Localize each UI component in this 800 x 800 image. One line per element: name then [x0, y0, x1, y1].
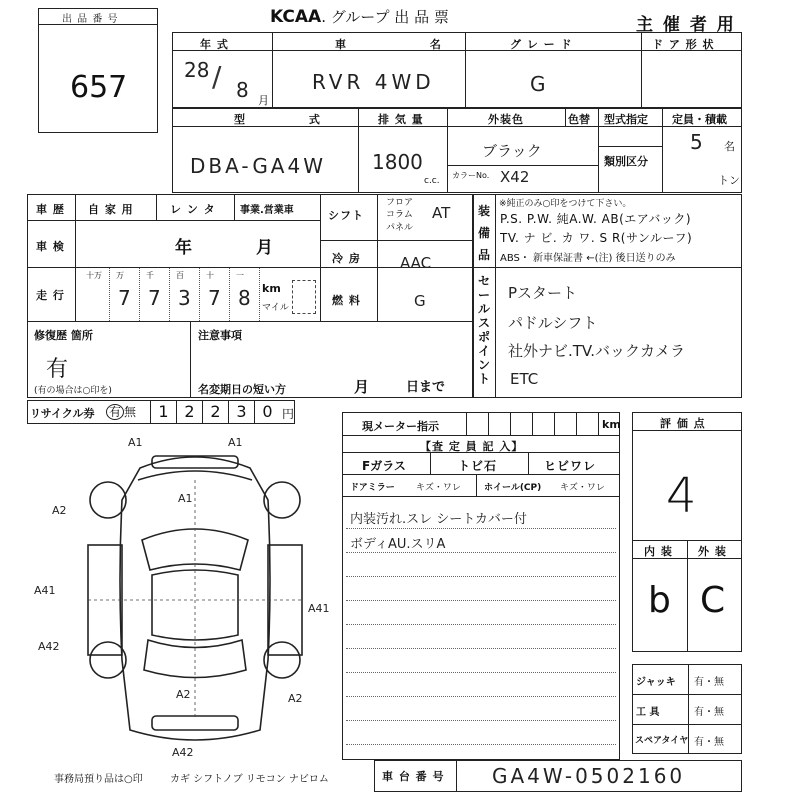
- score-label: 評 価 点: [660, 417, 706, 430]
- color-change-label: 色替: [568, 113, 590, 126]
- rear-window: [144, 640, 246, 678]
- comment-line: [346, 720, 616, 721]
- wheel-label: ホイール(CP): [484, 483, 542, 493]
- mileage-digit-label: 一: [236, 271, 244, 280]
- car-name-label: 車 名: [335, 38, 481, 51]
- history-private: 自 家 用: [88, 203, 134, 216]
- sales-point-1: Pスタート: [508, 284, 578, 302]
- comment-line: [346, 600, 616, 601]
- jack-label: ジャッキ: [636, 677, 676, 688]
- capacity-value: 5: [690, 130, 703, 154]
- displacement-label: 排 気 量: [378, 113, 424, 126]
- type-cert-label: 型式指定: [604, 113, 648, 126]
- comment-line: [346, 648, 616, 649]
- jack-value[interactable]: 有・無: [694, 677, 724, 688]
- chassis-label: 車 台 番 号: [382, 770, 445, 783]
- recycle-digit: 3: [228, 400, 254, 424]
- history-commercial: 事業.営業車: [240, 205, 294, 216]
- mileage-digit-value: 7: [118, 286, 131, 310]
- shift-column: コラム: [386, 210, 413, 220]
- month-unit: 月: [258, 94, 269, 107]
- bonnet: [138, 471, 252, 480]
- mileage-digit-3[interactable]: [170, 268, 200, 321]
- mileage-digit-label: 十万: [86, 271, 102, 280]
- inspection-label: 車 検: [36, 240, 65, 253]
- tools-value[interactable]: 有・無: [694, 707, 724, 718]
- recycle-digit: 1: [150, 400, 176, 424]
- comment-1: 内装汚れ.スレ シートカバー付: [350, 512, 527, 527]
- tire-fr: [264, 482, 300, 518]
- mileage-digit-label: 百: [176, 271, 184, 280]
- aircon-label: 冷 房: [332, 252, 361, 265]
- repair-note: (有の場合は○印を): [34, 386, 112, 396]
- shift-panel: パネル: [386, 223, 414, 233]
- mileage-digit-label: 千: [146, 271, 154, 280]
- mileage-digit-4[interactable]: [200, 268, 230, 321]
- mileage-unit-km: km: [262, 282, 281, 295]
- tools-label: 工 具: [636, 707, 660, 718]
- mileage-unit-checkbox[interactable]: [292, 280, 316, 314]
- mileage-digit-2[interactable]: [140, 268, 170, 321]
- history-rental: レ ン タ: [170, 203, 216, 216]
- mileage-digit-label: 万: [116, 271, 124, 280]
- mileage-digit-value: 3: [178, 286, 191, 310]
- mileage-label: 走 行: [36, 289, 65, 302]
- meter-cell[interactable]: [554, 412, 555, 435]
- year-label: 年 式: [200, 38, 229, 51]
- meter-label: 現メーター指示: [362, 420, 439, 433]
- meter-cell[interactable]: [532, 412, 533, 435]
- interior-value: b: [648, 580, 671, 621]
- crack-label[interactable]: ヒビワレ: [544, 459, 597, 473]
- notes-day-unit: 日まで: [406, 380, 446, 395]
- sales-point-2: パドルシフト: [508, 314, 598, 332]
- sales-point-4: ETC: [510, 370, 539, 388]
- spare-tire-value[interactable]: 有・無: [694, 737, 724, 748]
- exterior-value: C: [700, 580, 726, 621]
- car-damage-diagram: [34, 436, 330, 760]
- damage-mark-left-fender: A2: [52, 504, 67, 517]
- comment-line: [346, 696, 616, 697]
- color-no-label: カラーNo.: [452, 171, 490, 180]
- shift-value: AT: [432, 204, 451, 222]
- door-label: ド ア 形 状: [652, 38, 715, 51]
- recycle-digit: 2: [176, 400, 202, 424]
- comment-line: [346, 576, 616, 577]
- recycle-label: リサイクル券: [30, 407, 95, 420]
- front-glass-label: Fガラス: [362, 459, 406, 473]
- damage-mark-left-rear: A42: [38, 640, 60, 653]
- meter-cell[interactable]: [576, 412, 577, 435]
- capacity-unit: 名: [724, 140, 735, 153]
- comment-line: [346, 672, 616, 673]
- chassis-value: GA4W-0502160: [492, 764, 686, 788]
- equipment-line3: ABS・ 新車保証書 ←(注) 後日送りのみ: [500, 253, 676, 264]
- equipment-label: 装備品: [478, 204, 491, 262]
- aircon-value: AAC: [400, 254, 432, 272]
- load-unit: トン: [718, 174, 740, 187]
- meter-cell[interactable]: [466, 412, 467, 435]
- category-label: 類別区分: [604, 155, 648, 168]
- meter-cell[interactable]: [488, 412, 489, 435]
- recycle-none[interactable]: 無: [124, 405, 137, 419]
- mileage-digit-value: 7: [208, 286, 221, 310]
- damage-mark-bonnet: A1: [178, 492, 193, 505]
- comment-line: [346, 624, 616, 625]
- grade-label: グ レ ー ド: [510, 38, 573, 51]
- cc-unit: c.c.: [424, 176, 440, 186]
- comment-line: [346, 744, 616, 745]
- exterior-label: 外 装: [698, 545, 727, 558]
- damage-mark-rear-bumper: A42: [172, 746, 194, 759]
- fuel-label: 燃 料: [332, 294, 361, 307]
- rear-bumper: [152, 716, 238, 730]
- mileage-digit-value: 8: [238, 286, 251, 310]
- color-no-value: X42: [500, 168, 530, 186]
- damage-mark-front-right: A1: [228, 436, 243, 449]
- short-term-label: 名変期日の短い方: [198, 383, 286, 396]
- meter-cell[interactable]: [510, 412, 511, 435]
- comment-line: [346, 528, 616, 529]
- month-value: 8: [236, 78, 249, 102]
- comment-2: ボディAU.スリA: [350, 537, 446, 552]
- comment-line: [346, 552, 616, 553]
- tire-rl: [90, 642, 126, 678]
- repair-value: 有: [46, 357, 69, 382]
- notes-month-unit: 月: [354, 378, 370, 396]
- org-name: KCAA. グループ 出 品 票: [270, 7, 449, 27]
- year-value: 28: [184, 58, 210, 82]
- car-name-value: RVR 4WD: [312, 70, 435, 94]
- tire-rr: [264, 642, 300, 678]
- grade-value: G: [530, 72, 546, 96]
- damage-mark-front-left: A1: [128, 436, 143, 449]
- mileage-digit-label: 十: [206, 271, 214, 280]
- door-mirror-label: ドアミラー: [350, 483, 395, 493]
- chip-label[interactable]: トビ石: [458, 459, 498, 473]
- roof: [152, 570, 238, 640]
- sales-point-3: 社外ナビ.TV.バックカメラ: [508, 342, 686, 360]
- mileage-digit-value: 7: [148, 286, 161, 310]
- damage-mark-right-door: A41: [308, 602, 330, 615]
- recycle-has[interactable]: 有: [106, 404, 124, 420]
- recycle-digit: 2: [202, 400, 228, 424]
- lot-number: 657: [70, 70, 128, 105]
- capacity-label: 定員・積載: [672, 113, 727, 126]
- side-right: [268, 545, 302, 655]
- mileage-digit-0[interactable]: [80, 268, 110, 321]
- meter-unit: km: [602, 418, 621, 431]
- color-value: ブラック: [482, 142, 542, 160]
- mileage-digit-1[interactable]: [110, 268, 140, 321]
- shift-label: シフト: [328, 209, 364, 222]
- spare-tire-label: スペアタイヤ: [635, 736, 689, 746]
- fuel-value: G: [414, 292, 426, 310]
- inspection-month-unit: 月: [256, 238, 273, 258]
- office-note: 事務局預り品は○印: [54, 774, 143, 785]
- mileage-unit-mile: マイル: [262, 303, 289, 313]
- equipment-note: ※純正のみ○印をつけて下さい。: [499, 199, 632, 209]
- damage-mark-right-rear: A2: [288, 692, 303, 705]
- inspection-year-unit: 年: [175, 238, 192, 258]
- wheel-options[interactable]: キズ・ワレ: [560, 483, 605, 493]
- notes-label: 注意事項: [198, 329, 242, 342]
- mileage-digit-5[interactable]: [230, 268, 260, 321]
- color-label: 外装色: [488, 113, 524, 126]
- role-label: 主 催 者 用: [636, 15, 736, 35]
- equipment-line1: P.S. P.W. 純A.W. AB(エアバック): [500, 212, 692, 226]
- damage-mark-left-door: A41: [34, 584, 56, 597]
- damage-mark-trunk: A2: [176, 688, 191, 701]
- sales-points-label: セールスポイント: [478, 274, 491, 386]
- repair-label: 修復歴 箇所: [34, 329, 93, 342]
- shift-floor: フロア: [386, 198, 414, 208]
- lot-number-label: 出 品 番 号: [62, 14, 119, 25]
- displacement-value: 1800: [372, 150, 423, 174]
- office-items: カギ シフトノブ リモコン ナビロム: [170, 774, 329, 785]
- inspector-label: 【査 定 員 記 入】: [420, 440, 524, 453]
- recycle-yen: 円: [282, 407, 295, 421]
- score-value: 4: [666, 468, 697, 524]
- model-label: 型 式: [234, 113, 350, 126]
- history-label: 車 歴: [36, 203, 65, 216]
- interior-label: 内 装: [644, 545, 673, 558]
- equipment-line2: TV. ナ ビ. カ ワ. S R(サンルーフ): [500, 231, 693, 245]
- tire-fl: [90, 482, 126, 518]
- side-left: [88, 545, 122, 655]
- door-mirror-options[interactable]: キズ・ワレ: [416, 483, 461, 493]
- recycle-digit: 0: [254, 400, 280, 424]
- model-value: DBA-GA4W: [190, 154, 326, 178]
